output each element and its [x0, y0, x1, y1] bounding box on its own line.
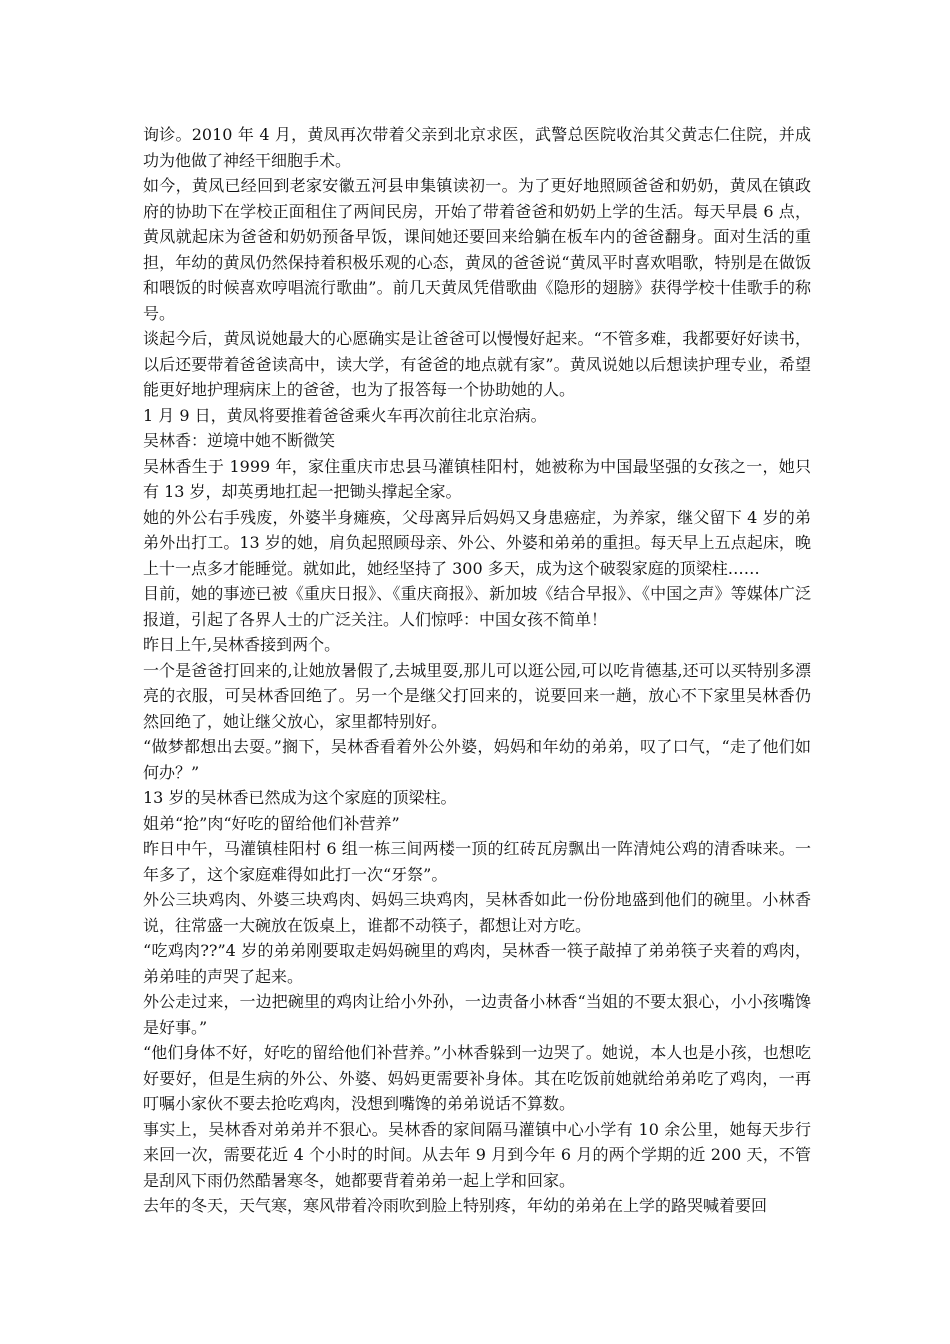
- article-body: [143, 122, 811, 1219]
- paragraph-11: “做梦都想出去耍。”搁下，吴林香看着外公外婆，妈妈和年幼的弟弟，叹了口气，“走了他们如何办？”: [143, 737, 811, 782]
- paragraph-7: 她的外公右手残废，外婆半身瘫痪，父母离异后妈妈又身患癌症，为养家，继父留下 4 岁的弟弟外出打工。13 岁的她，肩负起照顾母亲、外公、外婆和弟弟的重担。每天早上五点起床，晚上十一点多才能睡觉。就如此，她经坚持了 300 多天，成为这个破裂家庭的顶梁柱……: [143, 507, 811, 578]
- paragraph-6: 吴林香生于 1999 年，家住重庆市忠县马灌镇桂阳村，她被称为中国最坚强的女孩之一，她只有 13 岁，却英勇地扛起一把锄头撑起全家。: [143, 456, 811, 501]
- subsection-heading: 姐弟“抢”肉“好吃的留给他们补营养”: [143, 813, 400, 833]
- paragraph-4: 1 月 9 日，黄凤将要推着爸爸乘火车再次前往北京治病。: [143, 405, 547, 425]
- paragraph-15: 外公三块鸡肉、外婆三块鸡肉、妈妈三块鸡肉，吴林香如此一份份地盛到他们的碗里。小林香说，往常盛一大碗放在饭桌上，谁都不动筷子，都想让对方吃。: [143, 890, 811, 935]
- paragraph-12: 13 岁的吴林香已然成为这个家庭的顶梁柱。: [143, 788, 457, 807]
- paragraph-17: 外公走过来，一边把碗里的鸡肉让给小外孙，一边责备小林香“当姐的不要太狠心，小小孩嘴馋是好事。”: [143, 992, 811, 1037]
- paragraph-8: 目前，她的事迹已被《重庆日报》、《重庆商报》、新加坡《结合早报》、《中国之声》等媒体广泛报道，引起了各界人士的广泛关注。人们惊呼：中国女孩不简单！: [143, 584, 811, 629]
- paragraph-10: 一个是爸爸打回来的,让她放暑假了,去城里耍,那儿可以逛公园,可以吃肯德基,还可以买特别多漂亮的衣服，可吴林香回绝了。另一个是继父打回来的，说要回来一趟，放心不下家里吴林香仍然回绝了，她让继父放心，家里都特别好。: [143, 660, 811, 731]
- paragraph-9: 昨日上午,吴林香接到两个。: [143, 635, 341, 654]
- paragraph-16: “吃鸡肉??”4 岁的弟弟刚要取走妈妈碗里的鸡肉，吴林香一筷子敲掉了弟弟筷子夹着的鸡肉，弟弟哇的声哭了起来。: [143, 941, 811, 986]
- paragraph-3: 谈起今后，黄凤说她最大的心愿确实是让爸爸可以慢慢好起来。“不管多难，我都要好好读书，以后还要带着爸爸读高中，读大学，有爸爸的地点就有家”。黄凤说她以后想读护理专业，希望能更好地护理病床上的爸爸，也为了报答每一个协助她的人。: [143, 329, 811, 399]
- paragraph-1: 询诊。2010 年 4 月，黄凤再次带着父亲到北京求医，武警总医院收治其父黄志仁住院，并成功为他做了神经干细胞手术。: [143, 125, 811, 170]
- section-heading: 吴林香：逆境中她不断微笑: [143, 431, 336, 450]
- paragraph-18: “他们身体不好，好吃的留给他们补营养。”小林香躲到一边哭了。她说，本人也是小孩，也想吃好要好，但是生病的外公、外婆、妈妈更需要补身体。其在吃饭前她就给弟弟吃了鸡肉，一再叮嘱小家伙不要去抢吃鸡肉，没想到嘴馋的弟弟说话不算数。: [143, 1043, 811, 1113]
- paragraph-20: 去年的冬天，天气寒，寒风带着冷雨吹到脸上特别疼，年幼的弟弟在上学的路哭喊着要回: [143, 1196, 768, 1215]
- paragraph-2: 如今，黄凤已经回到老家安徽五河县申集镇读初一。为了更好地照顾爸爸和奶奶，黄凤在镇政府的协助下在学校正面租住了两间民房，开始了带着爸爸和奶奶上学的生活。每天早晨 6 点，黄凤就起床为爸爸和奶奶预备早饭，课间她还要回来给躺在板车内的爸爸翻身。面对生活的重担，年幼的黄凤仍然保持着积极乐观的心态，黄凤的爸爸说“黄凤平时喜欢唱歌，特别是在做饭和喂饭的时候喜欢哼唱流行歌曲”。前几天黄凤凭借歌曲《隐形的翅膀》获得学校十佳歌手的称号。: [143, 176, 811, 323]
- paragraph-14: 昨日中午，马灌镇桂阳村 6 组一栋三间两楼一顶的红砖瓦房飘出一阵清炖公鸡的清香味来。一年多了，这个家庭难得如此打一次“牙祭”。: [143, 839, 811, 884]
- paragraph-19: 事实上，吴林香对弟弟并不狠心。吴林香的家间隔马灌镇中心小学有 10 余公里，她每天步行来回一次，需要花近 4 个小时的时间。从去年 9 月到今年 6 月的两个学期的近 200 天，不管是刮风下雨仍然酷暑寒冬，她都要背着弟弟一起上学和回家。: [143, 1119, 811, 1190]
